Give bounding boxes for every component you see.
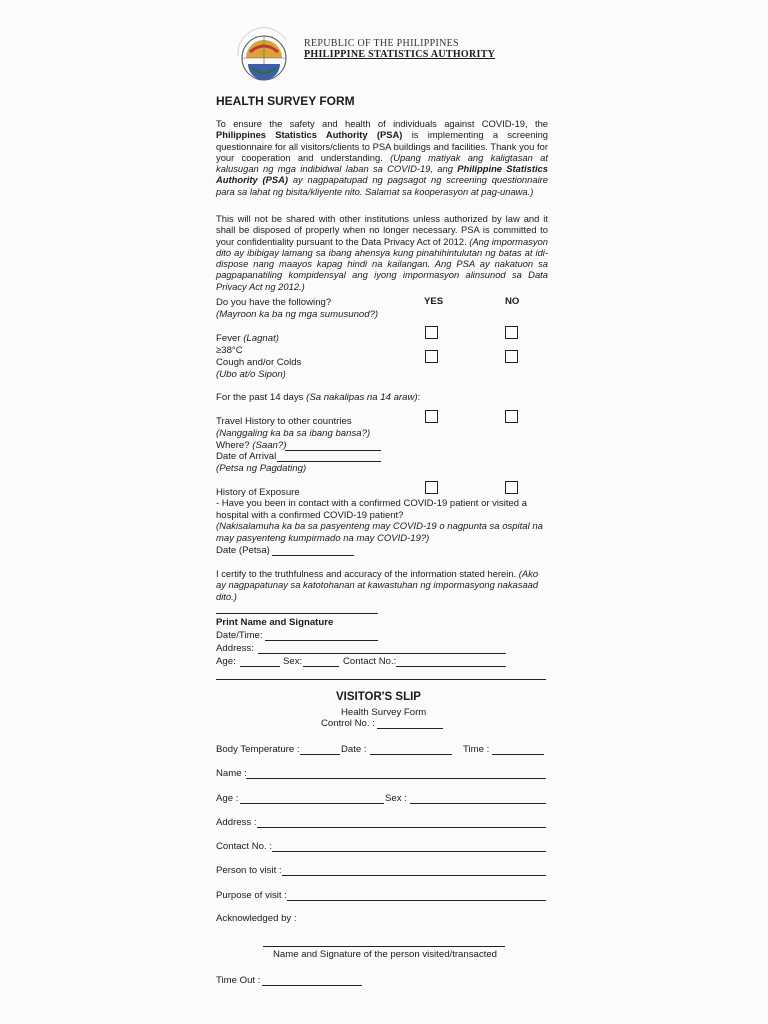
purpose-label: Purpose of visit : <box>216 890 287 901</box>
slip-address-field[interactable] <box>257 827 546 828</box>
signature-line[interactable] <box>216 613 378 614</box>
exposure-label: History of Exposure <box>216 487 300 498</box>
time-out-field[interactable] <box>262 985 362 986</box>
no-header: NO <box>505 296 520 307</box>
body-temp-label: Body Temperature : <box>216 744 300 755</box>
past14-colon: : <box>417 392 421 403</box>
intro-tl-bold: Philippine Statistics Authority (PSA) <box>216 163 548 186</box>
travel-tl: (Nanggaling ka ba sa ibang bansa?) <box>216 428 371 439</box>
fever-yes-checkbox[interactable] <box>425 326 438 339</box>
slip-sex-field[interactable] <box>410 803 546 804</box>
yes-header: YES <box>424 296 444 307</box>
where-text: Where? <box>216 440 253 451</box>
date-petsa-label: Date (Petsa) <box>216 545 270 556</box>
person-visit-field[interactable] <box>282 875 546 876</box>
intro-bold: Philippines Statistics Authority (PSA) <box>216 129 403 141</box>
past14-text: For the past 14 days <box>216 392 307 403</box>
slip-age-label: Age : <box>216 793 239 804</box>
certify-text: I certify to the truthfulness and accuracy of the information stated herein. <box>216 568 519 579</box>
fever-tl: (Lagnat) <box>243 333 279 344</box>
question-header-tl: (Mayroon ka ba ng mga sumusunod?) <box>216 309 379 320</box>
ack-label: Acknowledged by : <box>216 913 297 924</box>
person-visit-label: Person to visit : <box>216 865 282 876</box>
sex-label: Sex: <box>283 656 303 667</box>
travel-label: Travel History to other countries <box>216 416 352 427</box>
cut-divider <box>216 679 546 680</box>
intro-paragraph <box>216 118 548 197</box>
privacy-text: This will not be shared with other institutions unless authorized by law and it shall be disposed of properly when no longer necessary. PSA is committed to your confidentiality pursuant to the Data Privacy Act of 2012. <box>216 213 548 247</box>
sig-caption: Name and Signature of the person visited/transacted <box>273 949 497 960</box>
slip-age-field[interactable] <box>240 803 384 804</box>
address-label: Address: <box>216 643 254 654</box>
age-label: Age: <box>216 656 236 667</box>
arrival-tl: (Petsa ng Pagdating) <box>216 463 307 474</box>
intro-tl-b: ay nagpapatupad ng pagsagot ng screening questionnaire para sa lahat ng bisita/kliyente nito. Salamat sa kooperasyon at pag-unawa.) <box>216 174 548 197</box>
sex-field[interactable] <box>303 666 339 667</box>
privacy-tl: (Ang impormasyon dito ay ibibigay lamang sa ibang ahensya kung pinahihintulutan ng batas at idi-dispose nang maayos kapag hindi na kailangan. Ang PSA ay nakatuon sa pagpapanatiling kompidensyal ang iyong impormasyon alinsunod sa Data Privacy Act ng 2012.) <box>216 235 548 292</box>
arrival-field[interactable] <box>277 461 381 462</box>
cough-no-checkbox[interactable] <box>505 350 518 363</box>
contact-field[interactable] <box>396 666 506 667</box>
print-name-label: Print Name and Signature <box>216 617 334 628</box>
fever-no-checkbox[interactable] <box>505 326 518 339</box>
slip-date-label: Date : <box>341 744 367 755</box>
cough-tl: (Ubo at/o Sipon) <box>216 369 286 380</box>
slip-name-label: Name : <box>216 768 247 779</box>
purpose-field[interactable] <box>287 900 546 901</box>
travel-no-checkbox[interactable] <box>505 410 518 423</box>
address-field[interactable] <box>258 653 506 654</box>
past14-tl: (Sa nakalipas na 14 araw) <box>306 392 418 403</box>
slip-date-field[interactable] <box>370 754 452 755</box>
slip-contact-field[interactable] <box>272 851 546 852</box>
where-tl: (Saan?) <box>252 440 287 451</box>
time-out-label: Time Out : <box>216 975 261 986</box>
date-time-field[interactable] <box>265 640 378 641</box>
body-temp-field[interactable] <box>300 754 340 755</box>
header-psa: PHILIPPINE STATISTICS AUTHORITY <box>304 49 496 60</box>
slip-time-label: Time : <box>463 744 490 755</box>
psa-logo <box>226 22 298 88</box>
cough-label: Cough and/or Colds <box>216 357 302 368</box>
intro-text: To ensure the safety and health of individuals against COVID-19, the <box>216 118 548 129</box>
fever-label <box>216 333 279 345</box>
form-title: HEALTH SURVEY FORM <box>216 94 355 108</box>
control-label: Control No. : <box>321 718 375 729</box>
slip-time-field[interactable] <box>492 754 544 755</box>
age-field[interactable] <box>240 666 280 667</box>
certify-tl: (Ako ay nagpapatunay sa katotohanan at kawastuhan ng impormasyong nakasaad dito.) <box>216 568 539 602</box>
slip-subtitle: Health Survey Form <box>341 707 427 718</box>
travel-yes-checkbox[interactable] <box>425 410 438 423</box>
fever-text: Fever <box>216 333 244 344</box>
date-time-label: Date/Time: <box>216 630 263 641</box>
question-header: Do you have the following? <box>216 297 332 308</box>
temp-label: ≥38°C <box>216 345 243 356</box>
ack-signature-line[interactable] <box>263 946 505 947</box>
slip-title: VISITOR'S SLIP <box>336 691 421 703</box>
slip-name-field[interactable] <box>246 778 546 779</box>
contact-label: Contact No.: <box>343 656 397 667</box>
slip-sex-label: Sex : <box>385 793 407 804</box>
exposure-question: - Have you been in contact with a confirmed COVID-19 patient or visited a hospital with a confirmed COVID-19 patient? <box>216 498 528 521</box>
past14-label <box>216 392 420 404</box>
slip-address-label: Address : <box>216 817 257 828</box>
exposure-no-checkbox[interactable] <box>505 481 518 494</box>
intro-tl-a: (Upang matiyak ang kaligtasan at kalusugan ng mga indibidwal laban sa COVID-19, ang <box>216 151 548 175</box>
where-field[interactable] <box>285 450 381 451</box>
exposure-yes-checkbox[interactable] <box>425 481 438 494</box>
slip-contact-label: Contact No. : <box>216 841 272 852</box>
privacy-paragraph <box>216 213 548 292</box>
intro-rest: is implementing a screening questionnaire for all visitors/clients to PSA buildings and facilities. Thank you for your cooperation and understanding. <box>216 129 548 163</box>
control-field[interactable] <box>377 728 443 729</box>
exposure-tl: (Nakisalamuha ka ba sa pasyenteng may COVID-19 o nagpunta sa ospital na may pasyenteng kumpirmado na may COVID-19?) <box>216 521 543 544</box>
date-petsa-field[interactable] <box>272 555 354 556</box>
certify-paragraph <box>216 568 548 602</box>
header-republic: REPUBLIC OF THE PHILIPPINES <box>304 38 459 49</box>
arrival-label: Date of Arrival <box>216 451 277 462</box>
cough-yes-checkbox[interactable] <box>425 350 438 363</box>
